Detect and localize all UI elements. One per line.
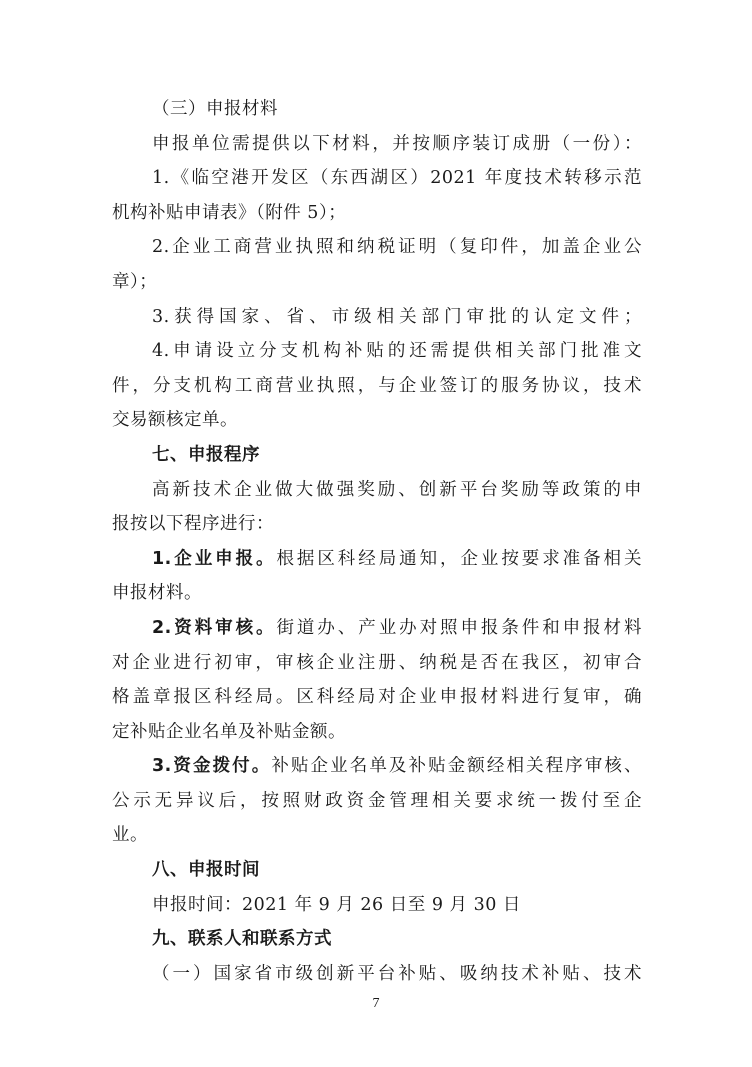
- contact-line-1: （一）国家省市级创新平台补贴、吸纳技术补贴、技术: [152, 963, 642, 984]
- procedure-heading: 七、申报程序: [152, 444, 260, 465]
- procedure-step-2-text: 街道办、产业办对照申报条件和申报材料: [276, 617, 643, 638]
- materials-item-4-line-3: 交易额核定单。: [112, 410, 238, 431]
- materials-heading: （三）申报材料: [152, 99, 278, 119]
- materials-item-1-line-2: 机构补贴申请表》（附件 5）；: [112, 202, 347, 223]
- time-text: 申报时间：2021 年 9 月 26 日至 9 月 30 日: [152, 894, 521, 915]
- procedure-step-1-text: 根据区科经局通知，企业按要求准备相关: [276, 548, 643, 569]
- contact-heading: 九、联系人和联系方式: [152, 929, 332, 950]
- procedure-intro-line-2: 报按以下程序进行：: [112, 514, 274, 535]
- materials-item-1-line-1: 1.《临空港开发区（东西湖区）2021 年度技术转移示范: [152, 168, 642, 189]
- procedure-step-2-line-1: [112, 611, 642, 646]
- procedure-step-3-label: 3.资金拨付。: [152, 756, 272, 777]
- materials-item-4-line-1: 4.申请设立分支机构补贴的还需提供相关部门批准文: [152, 341, 642, 362]
- materials-item-3: 3.获得国家、省、市级相关部门审批的认定文件；: [152, 306, 642, 327]
- materials-intro: 申报单位需提供以下材料，并按顺序装订成册（一份）：: [152, 133, 642, 154]
- procedure-step-2-line-2: 对企业进行初审，审核企业注册、纳税是否在我区，初审合: [112, 652, 642, 673]
- time-heading: 八、申报时间: [152, 860, 260, 881]
- procedure-intro-line-1: 高新技术企业做大做强奖励、创新平台奖励等政策的申: [152, 479, 642, 500]
- procedure-step-2-line-4: 定补贴企业名单及补贴金额。: [112, 721, 346, 742]
- procedure-step-3-line-2: 公示无异议后，按照财政资金管理相关要求统一拨付至企: [112, 790, 642, 811]
- procedure-step-1-label: 1.企业申报。: [152, 548, 277, 569]
- procedure-step-2-label: 2.资料审核。: [152, 617, 277, 638]
- materials-item-2-line-2: 章）；: [112, 271, 158, 292]
- page-number: 7: [372, 996, 380, 1011]
- procedure-step-1-line-1: [112, 542, 642, 577]
- materials-item-2-line-1: 2.企业工商营业执照和纳税证明（复印件，加盖企业公: [152, 237, 642, 258]
- procedure-step-3-text: 补贴企业名单及补贴金额经相关程序审核、: [271, 756, 643, 777]
- document-page: [112, 92, 642, 991]
- procedure-step-3-line-1: [112, 749, 642, 784]
- procedure-step-1-line-2: 申报材料。: [112, 583, 202, 604]
- procedure-step-3-line-3: 业。: [112, 825, 148, 846]
- procedure-step-2-line-3: 格盖章报区科经局。区科经局对企业申报材料进行复审，确: [112, 687, 642, 708]
- materials-item-4-line-2: 件，分支机构工商营业执照，与企业签订的服务协议，技术: [112, 375, 642, 396]
